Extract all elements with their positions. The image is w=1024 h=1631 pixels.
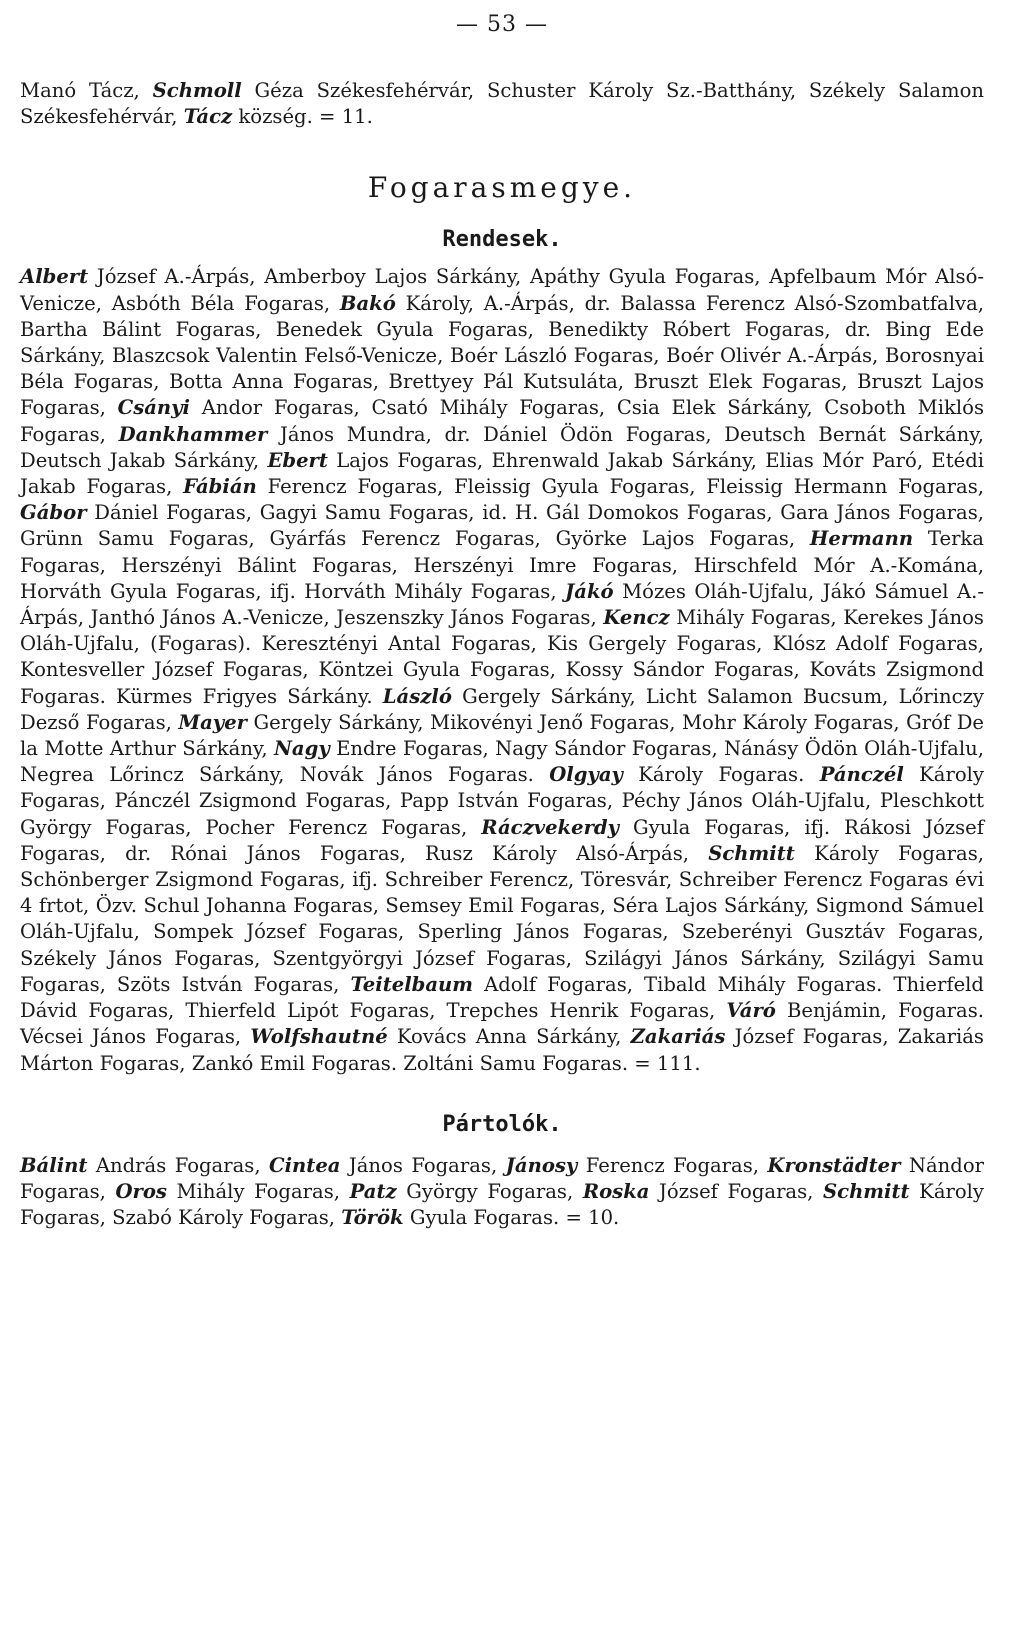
text-segment: András Fogaras, bbox=[87, 1153, 269, 1177]
emphasized-name: Zakariás bbox=[630, 1025, 726, 1049]
text-segment: József A.-Árpás, Amberboy Lajos Sárkány, Apáthy Gyula Fogaras, Apfelbaum Mór Alsó-Venicze, Asbóth Béla Fogaras, bbox=[20, 265, 984, 315]
county-title: Fogarasmegye. bbox=[367, 171, 637, 205]
text-segment: Gyula Fogaras, ifj. Rákosi József Fogaras, dr. Rónai János Fogaras, Rusz Károly Alsó-Árpás, bbox=[20, 815, 984, 865]
text-segment: Ferencz Fogaras, bbox=[577, 1153, 768, 1177]
text-segment: Nándor Fogaras, bbox=[20, 1153, 984, 1203]
text-segment: Géza Székesfehérvár, Schuster Károly Sz.-Batthány, Székely Salamon Székesfehérvár, bbox=[20, 79, 984, 129]
emphasized-name: Schmitt bbox=[708, 841, 795, 865]
emphasized-name: Kencz bbox=[603, 606, 670, 630]
text-segment: Károly Fogaras. bbox=[622, 763, 820, 787]
emphasized-name: Csányi bbox=[117, 396, 190, 420]
emphasized-name: Török bbox=[341, 1206, 404, 1230]
emphasized-name: Schmitt bbox=[822, 1179, 910, 1203]
emphasized-name: Nagy bbox=[274, 737, 330, 761]
emphasized-name: Teitelbaum bbox=[350, 972, 474, 996]
page-number: — 53 — bbox=[456, 12, 548, 37]
text-segment: község. = 11. bbox=[232, 105, 373, 129]
text-segment: Mózes Oláh-Ujfalu, Jákó Sámuel A.-Árpás, Janthó János A.-Venicze, Jeszenszky János Fogaras, bbox=[20, 579, 984, 630]
text-segment: Lajos Fogaras, Ehrenwald Jakab Sárkány, Elias Mór Paró, Etédi Jakab Fogaras, bbox=[20, 448, 985, 499]
emphasized-name: László bbox=[382, 684, 452, 708]
text-segment: Terka Fogaras, Herszényi Bálint Fogaras, Herszényi Imre Fogaras, Hirschfeld Mór A.-Komána, Horváth Gyula Fogaras, ifj. Horváth Mihály Fogaras, bbox=[20, 527, 984, 603]
text-segment: József Fogaras, Zakariás Márton Fogaras, Zankó Emil Fogaras. Zoltáni Samu Fogaras. = 111. bbox=[20, 1025, 984, 1075]
emphasized-name: Wolfshautné bbox=[250, 1025, 388, 1049]
emphasized-name: Albert bbox=[20, 265, 89, 289]
text-segment: Ferencz Fogaras, Fleissig Gyula Fogaras, Fleissig Hermann Fogaras, bbox=[256, 475, 985, 499]
section-heading-rendesek: Rendesek. bbox=[442, 227, 562, 253]
emphasized-name: Schmoll bbox=[152, 79, 242, 102]
emphasized-name: Ebert bbox=[267, 448, 328, 472]
text-segment: György Fogaras, bbox=[396, 1179, 583, 1203]
emphasized-name: Oros bbox=[115, 1179, 167, 1203]
text-segment: Károly Fogaras, Pánczél Zsigmond Fogaras, Papp István Fogaras, Péchy János Oláh-Ujfalu, Pleschkott György Fogaras, Pocher Ferencz Fogaras, bbox=[20, 763, 984, 839]
emphasized-name: Roska bbox=[582, 1179, 650, 1203]
text-segment: Manó Tácz, bbox=[20, 79, 153, 102]
text-segment: József Fogaras, bbox=[649, 1179, 823, 1203]
text-segment: Károly Fogaras, Szabó Károly Fogaras, bbox=[20, 1179, 984, 1230]
members-list-partolok bbox=[20, 1153, 984, 1232]
text-segment: Andor Fogaras, Csató Mihály Fogaras, Csia Elek Sárkány, Csoboth Miklós Fogaras, bbox=[20, 396, 985, 446]
emphasized-name: Ráczvekerdy bbox=[481, 815, 620, 839]
text-segment: Mihály Fogaras, Kerekes János Oláh-Ujfalu, (Fogaras). Keresztényi Antal Fogaras, Kis Gergely Fogaras, Klósz Adolf Fogaras, Kontesveller József Fogaras, Köntzei Gyula Fogaras, Kossy Sándor Fogaras, Kováts Zsigmond Fogaras. Kürmes Frigyes Sárkány. bbox=[20, 606, 984, 708]
emphasized-name: Cintea bbox=[268, 1153, 341, 1177]
text-segment: Kovács Anna Sárkány, bbox=[387, 1025, 631, 1049]
emphasized-name: Fábián bbox=[183, 475, 257, 499]
text-segment: Adolf Fogaras, Tibald Mihály Fogaras. Thierfeld Dávid Fogaras, Thierfeld Lipót Fogaras, Trepches Henrik Fogaras, bbox=[20, 972, 984, 1023]
text-segment: Gergely Sárkány, Licht Salamon Bucsum, Lőrinczy Dezső Fogaras, bbox=[20, 684, 984, 734]
emphasized-name: Kronstädter bbox=[767, 1153, 901, 1177]
text-segment: Mihály Fogaras, bbox=[166, 1179, 350, 1203]
section-heading-partolok: Pártolók. bbox=[442, 1111, 562, 1137]
emphasized-name: Jánosy bbox=[505, 1153, 578, 1177]
emphasized-name: Gábor bbox=[20, 501, 87, 525]
emphasized-name: Bálint bbox=[20, 1153, 88, 1177]
emphasized-name: Patz bbox=[349, 1179, 397, 1203]
emphasized-name: Váró bbox=[726, 999, 776, 1023]
text-segment: Dániel Fogaras, Gagyi Samu Fogaras, id. H. Gál Domokos Fogaras, Gara János Fogaras, Grünn Samu Fogaras, Gyárfás Ferencz Fogaras, Györke Lajos Fogaras, bbox=[20, 501, 984, 551]
text-segment: Endre Fogaras, Nagy Sándor Fogaras, Nánásy Ödön Oláh-Ujfalu, Negrea Lőrincz Sárkány, Novák János Fogaras. bbox=[20, 737, 984, 787]
emphasized-name: Hermann bbox=[809, 527, 914, 551]
text-segment: Károly Fogaras, Schönberger Zsigmond Fogaras, ifj. Schreiber Ferencz, Töresvár, Schreiber Ferencz Fogaras évi 4 frtot, Özv. Schul Johanna Fogaras, Semsey Emil Fogaras, Séra Lajos Sárkány, Sigmond Sámuel Oláh-Ujfalu, Sompek József Fogaras, Sperling János Fogaras, Szeberényi Gusztáv Fogaras, Székely János Fogaras, Szentgyörgyi József Fogaras, Szilágyi János Sárkány, Szilágyi Samu Fogaras, Szöts István Fogaras, bbox=[20, 841, 984, 996]
emphasized-name: Tácz bbox=[183, 105, 233, 129]
emphasized-name: Bakó bbox=[339, 291, 396, 315]
emphasized-name: Dankhammer bbox=[118, 422, 268, 446]
emphasized-name: Olgyay bbox=[549, 763, 623, 787]
emphasized-name: Pánczél bbox=[819, 763, 904, 787]
text-segment: János Mundra, dr. Dániel Ödön Fogaras, Deutsch Bernát Sárkány, Deutsch Jakab Sárkány, bbox=[20, 422, 984, 472]
text-segment: Benjámin, Fogaras. Vécsei János Fogaras, bbox=[20, 999, 984, 1049]
members-list-rendesek bbox=[20, 264, 984, 1076]
emphasized-name: Jákó bbox=[565, 579, 614, 603]
text-segment: Gergely Sárkány, Mikovényi Jenő Fogaras, Mohr Károly Fogaras, Gróf De la Motte Arthur Sárkány, bbox=[20, 710, 984, 761]
emphasized-name: Mayer bbox=[178, 710, 247, 734]
intro-paragraph bbox=[20, 78, 984, 130]
text-segment: Károly, A.-Árpás, dr. Balassa Ferencz Alsó-Szombatfalva, Bartha Bálint Fogaras, Benedek Gyula Fogaras, Benedikty Róbert Fogaras, dr. Bing Ede Sárkány, Blaszcsok Valentin Felső-Venicze, Boér László Fogaras, Boér Olivér A.-Árpás, Borosnyai Béla Fogaras, Botta Anna Fogaras, Brettyey Pál Kutsuláta, Bruszt Elek Fogaras, Bruszt Lajos Fogaras, bbox=[20, 291, 984, 420]
text-segment: Gyula Fogaras. = 10. bbox=[403, 1206, 620, 1230]
text-segment: János Fogaras, bbox=[340, 1153, 506, 1177]
